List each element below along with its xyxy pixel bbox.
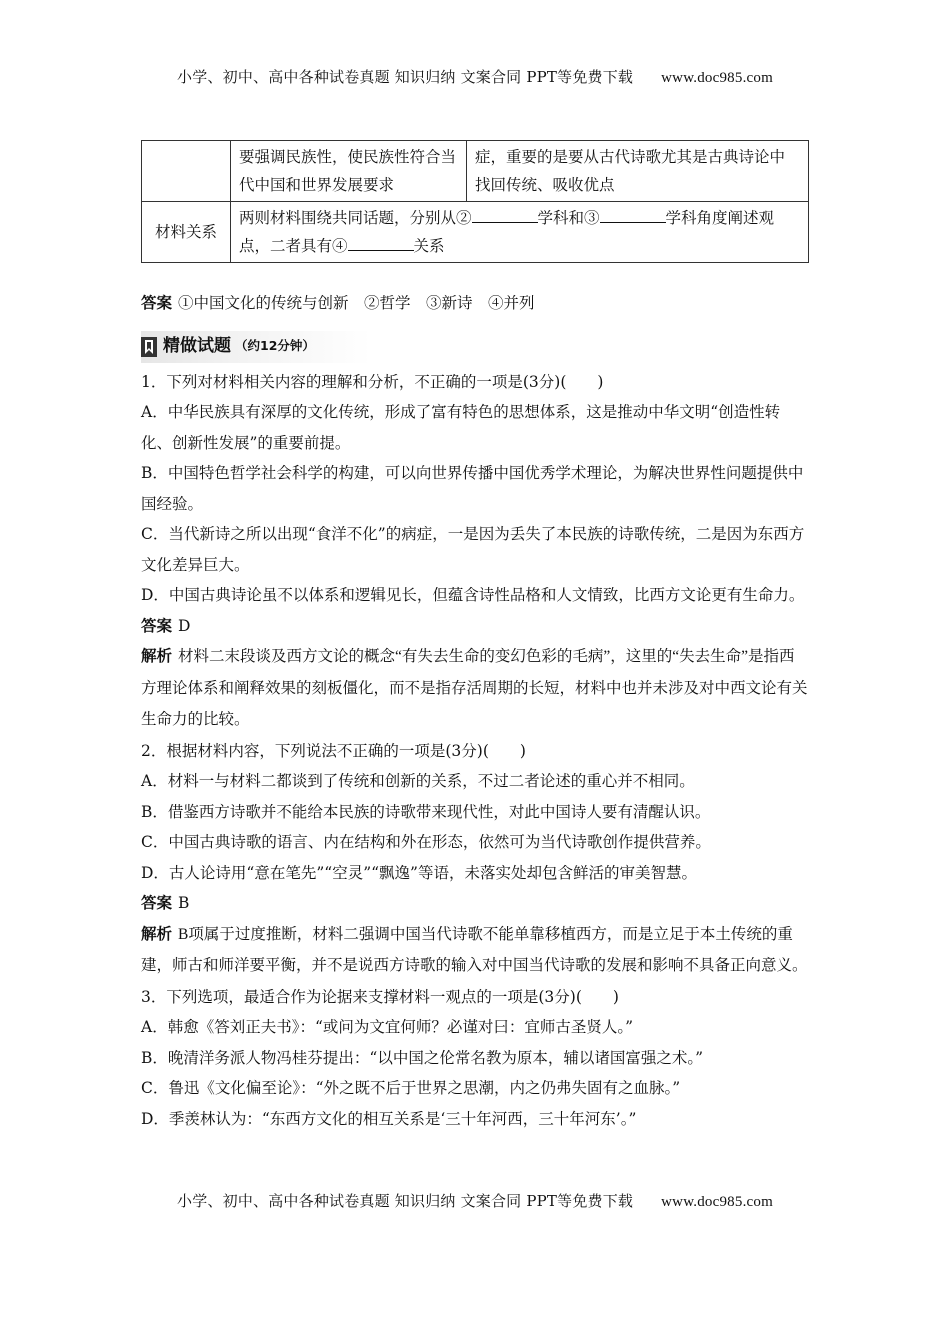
bookmark-icon <box>141 337 157 357</box>
table-cell-left: 要强调民族性，使民族性符合当代中国和世界发展要求 <box>231 141 467 202</box>
page-header <box>0 66 950 87</box>
q1-option-a: A．中华民族具有深厚的文化传统，形成了富有特色的思想体系，这是推动中华文明“创造性转化、创新性发展”的重要前提。 <box>141 403 781 452</box>
answer-block <box>141 288 809 319</box>
page-footer <box>0 1190 950 1211</box>
footer-site[interactable]: www.doc985.com <box>661 1194 773 1210</box>
table-row <box>142 141 809 202</box>
table-cell-right: 症，重要的是要从古代诗歌尤其是古典诗论中找回传统、吸收优点 <box>467 141 809 202</box>
q1-option-b: B．中国特色哲学社会科学的构建，可以向世界传播中国优秀学术理论，为解决世界性问题提供中国经验。 <box>141 464 804 513</box>
q1-analysis <box>141 641 809 736</box>
q2-analysis-label: 解析 <box>141 924 173 943</box>
table-label-relation: 材料关系 <box>142 202 231 263</box>
q2-answer-label: 答案 <box>141 894 173 912</box>
section-title: 精做试题 <box>163 336 231 357</box>
answer-text: ①中国文化的传统与创新 ②哲学 ③新诗 ④并列 <box>178 294 535 312</box>
q3-option-a: A．韩愈《答刘正夫书》：“或问为文宜何师？必谨对曰：宜师古圣贤人。” <box>141 1018 634 1036</box>
relation-part4: 关系 <box>413 237 445 255</box>
q2-answer <box>141 888 809 919</box>
q1-answer-value: D <box>178 616 191 635</box>
q3-option-b: B．晚清洋务派人物冯桂芬提出：“以中国之伦常名教为原本，辅以诸国富强之术。” <box>141 1048 703 1067</box>
q2-analysis-text: B项属于过度推断，材料二强调中国当代诗歌不能单靠移植西方，而是立足于本土传统的重建，师古和师洋要平衡，并不是说西方诗歌的输入对中国当代诗歌的发展和影响不具备正向意义。 <box>141 925 808 974</box>
main-content <box>141 288 809 1134</box>
q3-option-d: D．季羡林认为：“东西方文化的相互关系是‘三十年河西，三十年河东’。” <box>141 1109 637 1128</box>
blank-2 <box>472 206 538 223</box>
q2-option-c: C．中国古典诗歌的语言、内在结构和外在形态，依然可为当代诗歌创作提供营养。 <box>141 833 711 851</box>
header-site[interactable]: www.doc985.com <box>661 70 773 86</box>
table-row <box>142 202 809 263</box>
q1-analysis-label: 解析 <box>141 647 173 665</box>
table-cell-empty <box>142 141 231 202</box>
section-note: （约12分钟） <box>235 338 315 354</box>
blank-4 <box>348 234 414 251</box>
q2-option-b: B．借鉴西方诗歌并不能给本民族的诗歌带来现代性，对此中国诗人要有清醒认识。 <box>141 802 711 821</box>
q1-analysis-text: 材料二末段谈及西方文论的概念“有失去生命的变幻色彩的毛病”，这里的“失去生命”是指西方理论体系和阐释效果的刻板僵化，而不是指存活周期的长短，材料中也并未涉及对中西文论有关生命力的比较。 <box>141 648 808 728</box>
q2-option-d: D．古人论诗用“意在笔先”“空灵”“飘逸”等语，未落实处却包含鲜活的审美智慧。 <box>141 863 697 882</box>
q1-option-d: D．中国古典诗论虽不以体系和逻辑见长，但蕴含诗性品格和人文情致，比西方文论更有生命力。 <box>141 586 805 604</box>
table-cell-relation <box>231 202 809 263</box>
header-text: 小学、初中、高中各种试卷真题 知识归纳 文案合同 PPT等免费下载 <box>177 68 634 86</box>
q1-option-c: C．当代新诗之所以出现“食洋不化”的病症，一是因为丢失了本民族的诗歌传统，二是因为东西方文化差异巨大。 <box>141 525 805 574</box>
q2-analysis <box>141 919 809 982</box>
answer-label: 答案 <box>141 294 173 312</box>
material-table <box>141 140 809 263</box>
q3-option-c: C．鲁迅《文化偏至论》：“外之既不后于世界之思潮，内之仍弗失固有之血脉。” <box>141 1079 681 1097</box>
q2-stem: 2．根据材料内容，下列说法不正确的一项是(3分)( ) <box>141 741 526 760</box>
relation-part3: 学科角度阐述观点，二者具有④ <box>239 209 775 255</box>
q2-option-a: A．材料一与材料二都谈到了传统和创新的关系，不过二者论述的重心并不相同。 <box>141 772 695 790</box>
footer-text: 小学、初中、高中各种试卷真题 知识归纳 文案合同 PPT等免费下载 <box>177 1192 634 1210</box>
blank-3 <box>600 206 666 223</box>
q1-answer-label: 答案 <box>141 616 173 635</box>
section-header <box>141 331 371 363</box>
relation-part2: 学科和③ <box>537 209 600 227</box>
q1-answer <box>141 611 809 642</box>
q3-stem: 3．下列选项，最适合作为论据来支撑材料一观点的一项是(3分)( ) <box>141 987 619 1006</box>
q1-stem: 1．下列对材料相关内容的理解和分析，不正确的一项是(3分)( ) <box>141 372 604 391</box>
q2-answer-value: B <box>178 894 190 912</box>
relation-part1: 两则材料围绕共同话题，分别从② <box>239 209 472 227</box>
